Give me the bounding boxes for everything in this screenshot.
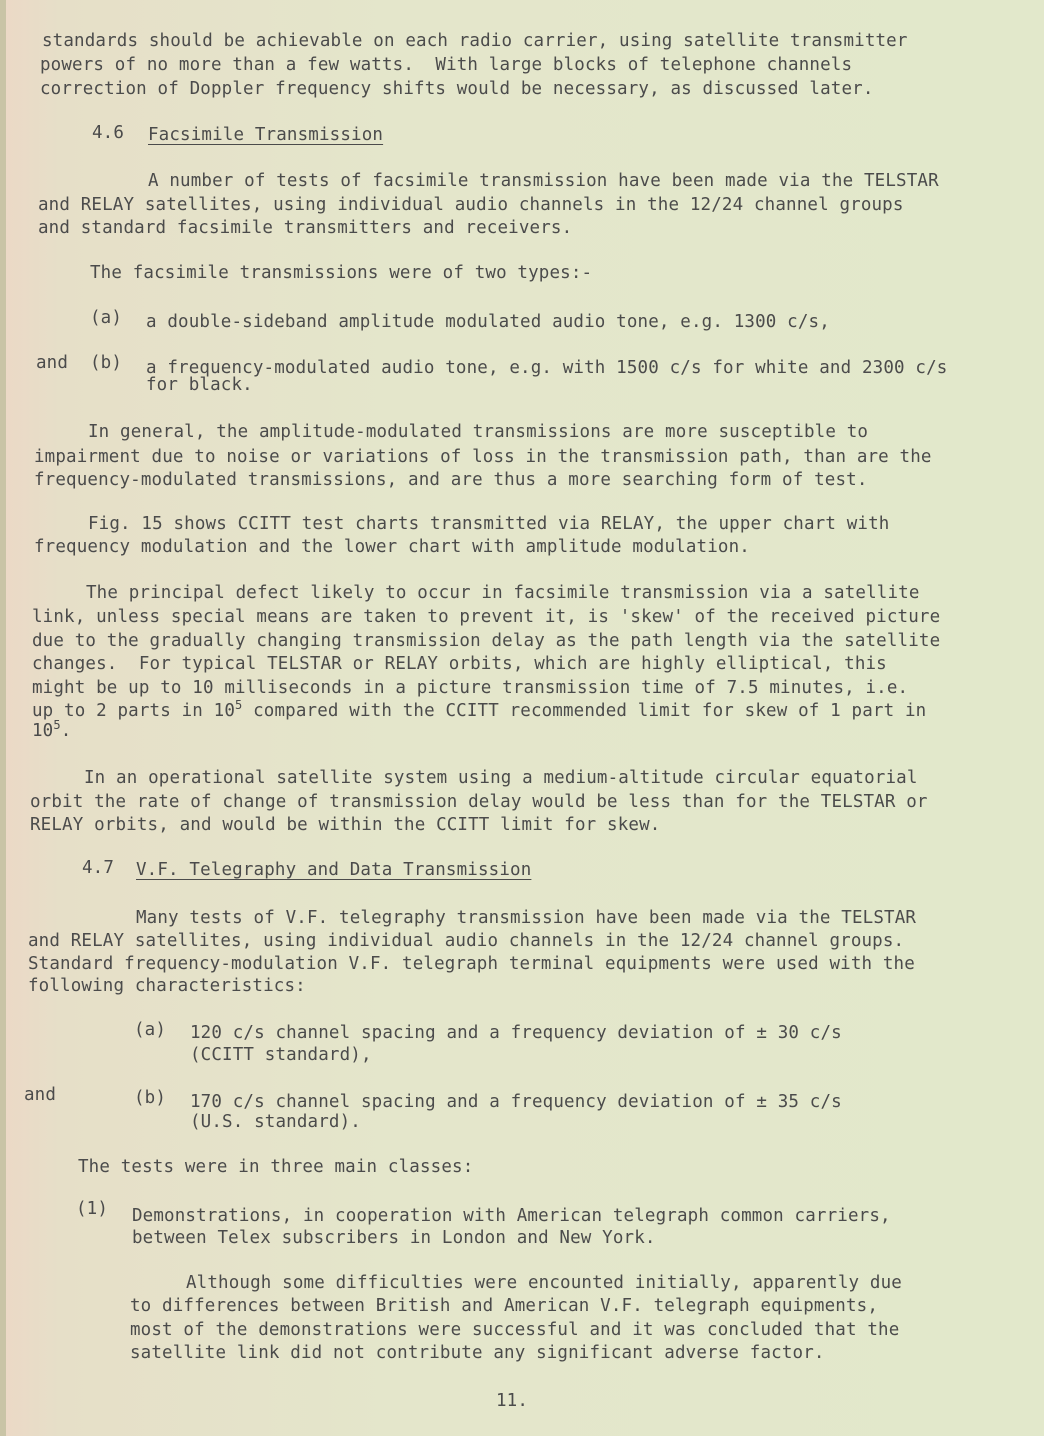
page-edge-shadow xyxy=(0,0,6,1436)
text-line: 170 c/s channel spacing and a frequency deviation of ± 35 c/s xyxy=(190,1092,842,1112)
item-label: (a) xyxy=(90,308,123,328)
text-line: A number of tests of facsimile transmission have been made via the TELSTAR xyxy=(148,171,939,191)
text-line: standards should be achievable on each radio carrier, using satellite transmitter xyxy=(42,31,908,51)
section-title: V.F. Telegraphy and Data Transmission xyxy=(136,860,532,880)
text-line: The tests were in three main classes: xyxy=(78,1157,474,1177)
text-line: In general, the amplitude-modulated transmissions are more susceptible to xyxy=(88,422,869,442)
text-line: (U.S. standard). xyxy=(190,1112,361,1132)
text-line: frequency modulation and the lower chart with amplitude modulation. xyxy=(34,537,750,557)
text-line: and RELAY satellites, using individual audio channels in the 12/24 channel groups xyxy=(38,195,904,215)
text-line: might be up to 10 milliseconds in a picture transmission time of 7.5 minutes, i.e. xyxy=(32,678,909,698)
text-line: correction of Doppler frequency shifts would be necessary, as discussed later. xyxy=(40,79,874,99)
text-line: changes. For typical TELSTAR or RELAY orbits, which are highly elliptical, this xyxy=(32,654,887,674)
text-line: In an operational satellite system using a medium-altitude circular equatorial xyxy=(84,768,918,788)
text-line: frequency-modulated transmissions, and are thus a more searching form of test. xyxy=(34,470,868,490)
text-line: a frequency-modulated audio tone, e.g. with 1500 c/s for white and 2300 c/s xyxy=(146,358,948,378)
section-number: 4.6 xyxy=(92,123,125,143)
section-number: 4.7 xyxy=(82,858,115,878)
text-line: and standard facsimile transmitters and receivers. xyxy=(38,218,573,238)
item-label: (1) xyxy=(76,1199,109,1219)
text-line: The facsimile transmissions were of two types:- xyxy=(90,263,593,283)
text-line: link, unless special means are taken to prevent it, is 'skew' of the received picture xyxy=(32,607,941,627)
superscript-exponent: 5 xyxy=(53,718,61,732)
item-label: (a) xyxy=(134,1020,167,1040)
text-line: orbit the rate of change of transmission delay would be less than for the TELSTAR or xyxy=(30,792,928,812)
text-line: powers of no more than a few watts. With large blocks of telephone channels xyxy=(40,55,853,75)
text-line: RELAY orbits, and would be within the CCITT limit for skew. xyxy=(30,815,661,835)
text-run: . xyxy=(60,721,72,741)
text-line: between Telex subscribers in London and New York. xyxy=(132,1228,656,1248)
item-prefix: and xyxy=(24,1085,57,1105)
text-line: impairment due to noise or variations of loss in the transmission path, than are the xyxy=(34,447,932,467)
text-line: (CCITT standard), xyxy=(190,1045,372,1065)
text-line: Although some difficulties were encounted initially, apparently due xyxy=(186,1273,902,1293)
text-line: most of the demonstrations were successful and it was concluded that the xyxy=(130,1320,900,1340)
text-line: Fig. 15 shows CCITT test charts transmitted via RELAY, the upper chart with xyxy=(88,514,890,534)
text-run: compared with the CCITT recommended limit for skew of 1 part in xyxy=(242,701,927,721)
text-line: Many tests of V.F. telegraphy transmission have been made via the TELSTAR xyxy=(136,908,917,928)
text-line xyxy=(32,700,926,723)
item-label: (b) xyxy=(134,1088,167,1108)
text-run: 10 xyxy=(32,721,54,741)
text-line xyxy=(32,720,71,743)
item-label: (b) xyxy=(90,353,123,373)
superscript-exponent: 5 xyxy=(235,698,243,712)
text-run: up to 2 parts in 10 xyxy=(32,701,236,721)
section-title: Facsimile Transmission xyxy=(148,125,384,145)
text-line: to differences between British and American V.F. telegraph equipments, xyxy=(130,1296,879,1316)
item-prefix: and xyxy=(36,353,69,373)
text-line: a double-sideband amplitude modulated audio tone, e.g. 1300 c/s, xyxy=(146,312,830,332)
text-line: due to the gradually changing transmission delay as the path length via the satellite xyxy=(32,631,941,651)
text-line: for black. xyxy=(146,375,253,395)
text-line: Standard frequency-modulation V.F. telegraph terminal equipments were used with the xyxy=(28,954,915,974)
text-line: and RELAY satellites, using individual audio channels in the 12/24 channel groups. xyxy=(28,931,905,951)
page-number: 11. xyxy=(496,1391,529,1411)
text-line: satellite link did not contribute any significant adverse factor. xyxy=(130,1343,825,1363)
text-line: following characteristics: xyxy=(28,976,306,996)
text-line: The principal defect likely to occur in facsimile transmission via a satellite xyxy=(86,583,920,603)
text-line: 120 c/s channel spacing and a frequency deviation of ± 30 c/s xyxy=(190,1023,842,1043)
text-line: Demonstrations, in cooperation with American telegraph common carriers, xyxy=(132,1206,891,1226)
